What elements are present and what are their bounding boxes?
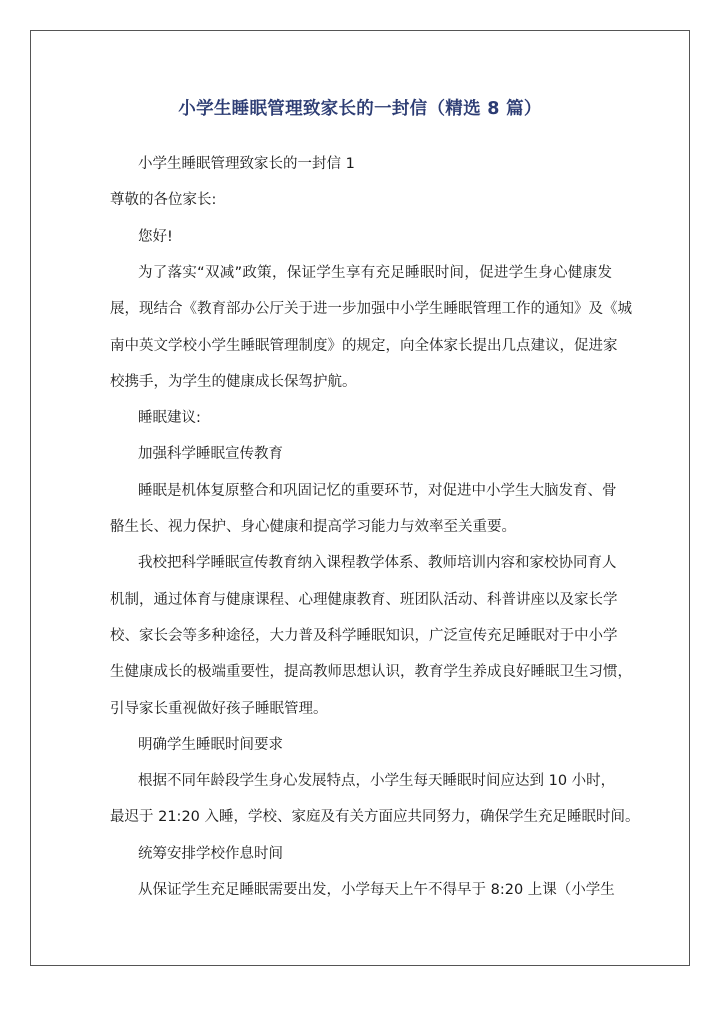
body-line: 睡眠建议: (138, 410, 201, 427)
body-line: 南中英文学校小学生睡眠管理制度》的规定，向全体家长提出几点建议，促进家 (110, 337, 618, 354)
body-line: 校携手，为学生的健康成长保驾护航。 (110, 373, 357, 390)
body-line: 明确学生睡眠时间要求 (138, 736, 283, 753)
body-line: 睡眠是机体复原整合和巩固记忆的重要环节，对促进中小学生大脑发育、骨 (138, 482, 617, 499)
body-line: 为了落实“双减”政策，保证学生享有充足睡眠时间，促进学生身心健康发 (138, 264, 612, 281)
body-line: 统筹安排学校作息时间 (138, 845, 283, 862)
body-line: 骼生长、视力保护、身心健康和提高学习能力与效率至关重要。 (110, 519, 516, 535)
body-line: 校、家长会等多种途径，大力普及科学睡眠知识，广泛宣传充足睡眠对于中小学 (110, 627, 618, 644)
body-line: 小学生睡眠管理致家长的一封信 1 (138, 156, 355, 172)
body-line: 生健康成长的极端重要性，提高教师思想认识，教育学生养成良好睡眠卫生习惯， (110, 664, 632, 681)
body-line: 根据不同年龄段学生身心发展特点，小学生每天睡眠时间应达到 10 小时， (138, 773, 616, 790)
body-line: 最迟于 21:20 入睡，学校、家庭及有关方面应共同努力，确保学生充足睡眠时间。 (110, 809, 640, 826)
body-line: 机制，通过体育与健康课程、心理健康教育、班团队活动、科普讲座以及家长学 (110, 591, 618, 608)
body-line: 您好! (138, 228, 173, 245)
body-line: 展，现结合《教育部办公厅关于进一步加强中小学生睡眠管理工作的通知》及《城 (110, 301, 632, 318)
body-line: 我校把科学睡眠宣传教育纳入课程教学体系、教师培训内容和家校协同育人 (138, 555, 617, 572)
body-line: 引导家长重视做好孩子睡眠管理。 (110, 700, 328, 717)
body-line: 从保证学生充足睡眠需要出发，小学每天上午不得早于 8:20 上课（小学生 (138, 882, 615, 898)
body-line: 加强科学睡眠宣传教育 (138, 446, 283, 463)
document-title: 小学生睡眠管理致家长的一封信（精选 8 篇） (178, 99, 542, 119)
body-line: 尊敬的各位家长: (110, 192, 217, 209)
